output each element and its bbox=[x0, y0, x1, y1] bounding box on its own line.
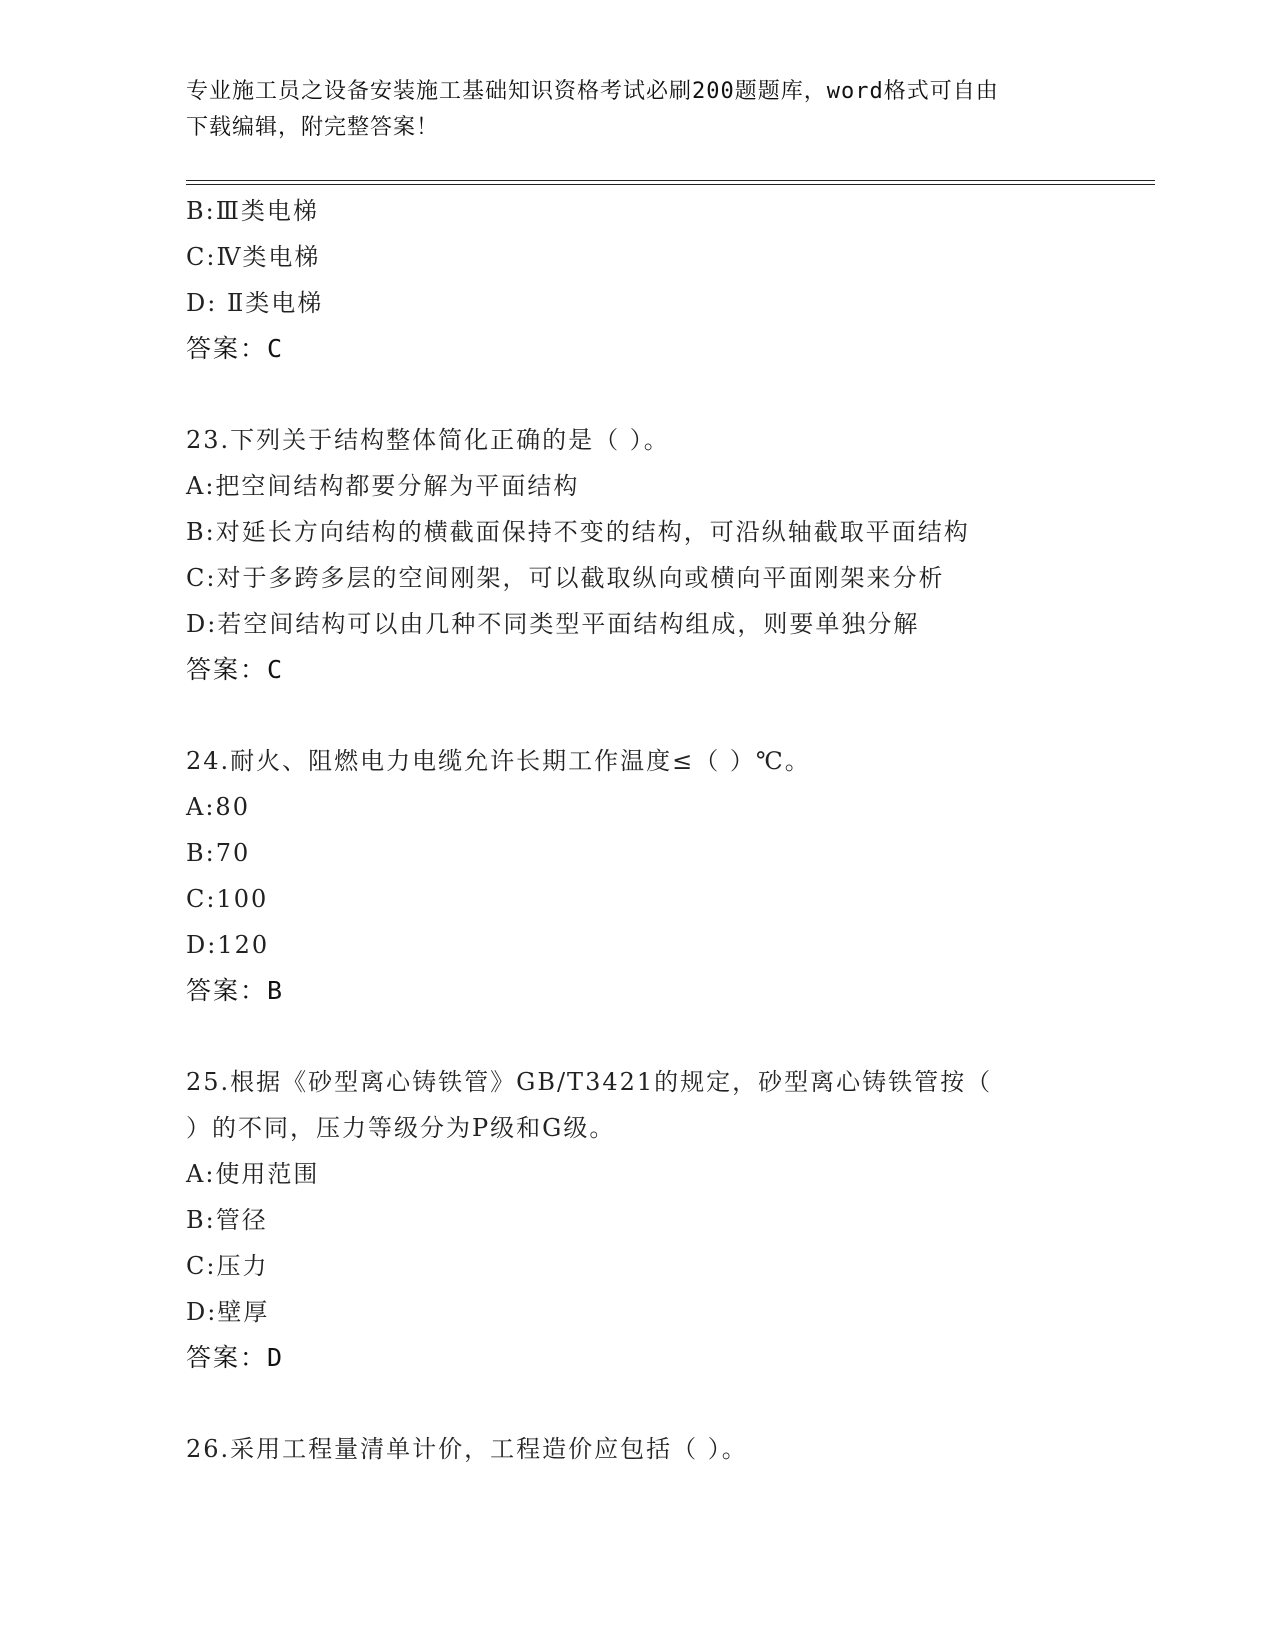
question-26 bbox=[186, 1426, 1146, 1472]
answer: 答案：D bbox=[186, 1343, 285, 1372]
header-line-2: 下载编辑，附完整答案！ bbox=[186, 115, 440, 140]
option-c: C:Ⅳ类电梯 bbox=[186, 243, 321, 271]
option-d: D:壁厚 bbox=[186, 1298, 270, 1326]
option-b: B:Ⅲ类电梯 bbox=[186, 197, 319, 225]
spacer bbox=[186, 372, 1146, 417]
header-divider-bottom bbox=[186, 184, 1155, 185]
answer: 答案：C bbox=[186, 334, 285, 363]
header-line-1: 专业施工员之设备安装施工基础知识资格考试必刷200题题库，word格式可自由 bbox=[186, 79, 999, 104]
option-a: A:使用范围 bbox=[186, 1160, 320, 1188]
spacer bbox=[186, 1381, 1146, 1426]
question-stem: 24.耐火、阻燃电力电缆允许长期工作温度≤（ ）℃。 bbox=[186, 747, 811, 775]
header-divider-top bbox=[186, 180, 1155, 181]
option-a: A:把空间结构都要分解为平面结构 bbox=[186, 472, 580, 500]
question-stem: 26.采用工程量清单计价，工程造价应包括（ ）。 bbox=[186, 1435, 748, 1463]
option-d: D:若空间结构可以由几种不同类型平面结构组成，则要单独分解 bbox=[186, 610, 920, 638]
option-b: B:70 bbox=[186, 839, 251, 867]
option-a: A:80 bbox=[186, 793, 250, 821]
document-header bbox=[186, 74, 1086, 146]
option-b: B:管径 bbox=[186, 1206, 268, 1234]
option-b: B:对延长方向结构的横截面保持不变的结构，可沿纵轴截取平面结构 bbox=[186, 518, 970, 546]
spacer bbox=[186, 693, 1146, 738]
question-22 bbox=[186, 188, 1146, 372]
question-stem-line-1: 25.根据《砂型离心铸铁管》GB/T3421的规定，砂型离心铸铁管按（ bbox=[186, 1068, 993, 1096]
question-list bbox=[186, 188, 1146, 1472]
spacer bbox=[186, 1014, 1146, 1059]
option-c: C:对于多跨多层的空间刚架，可以截取纵向或横向平面刚架来分析 bbox=[186, 564, 945, 592]
option-c: C:压力 bbox=[186, 1252, 269, 1280]
question-25 bbox=[186, 1059, 1146, 1381]
answer: 答案：C bbox=[186, 655, 285, 684]
option-c: C:100 bbox=[186, 885, 269, 913]
question-23 bbox=[186, 417, 1146, 693]
question-stem-line-2: ）的不同，压力等级分为P级和G级。 bbox=[186, 1114, 616, 1142]
question-stem: 23.下列关于结构整体简化正确的是（ ）。 bbox=[186, 426, 670, 454]
option-d: D:120 bbox=[186, 931, 270, 959]
question-24 bbox=[186, 738, 1146, 1014]
option-d: D: Ⅱ类电梯 bbox=[186, 289, 324, 317]
answer: 答案：B bbox=[186, 976, 285, 1005]
